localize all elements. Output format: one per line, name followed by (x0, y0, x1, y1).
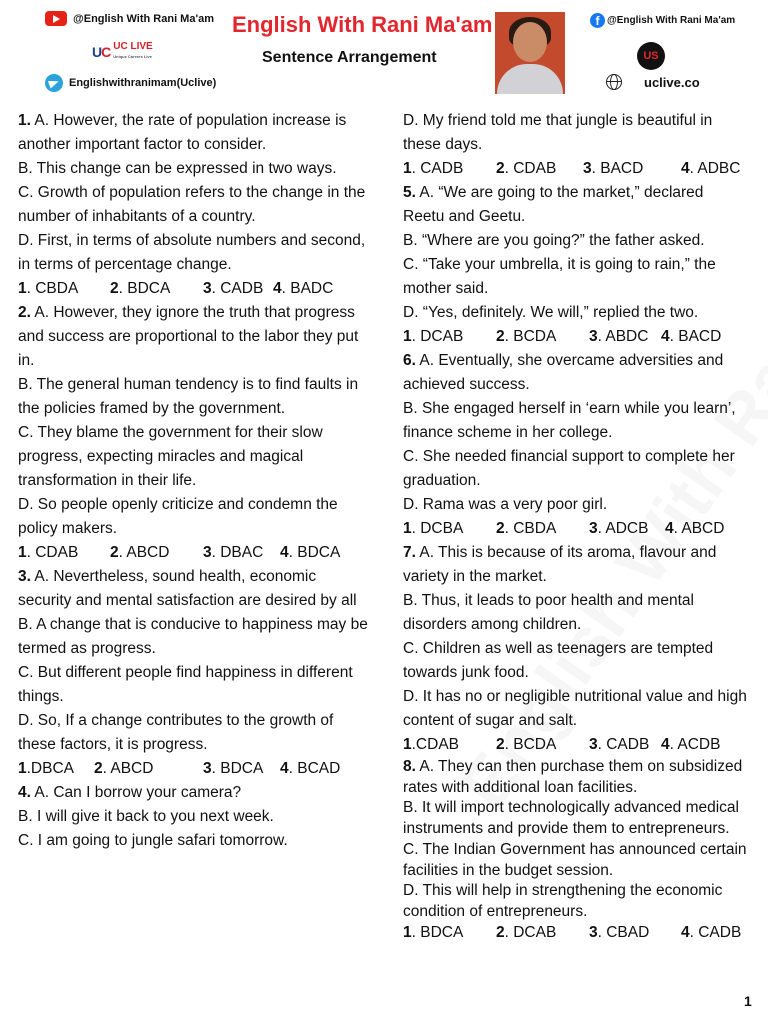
question-7-c: C. Children as well as teenagers are tempted towards junk food. (403, 640, 714, 681)
option-3[interactable]: 3. CADB (203, 280, 264, 297)
question-number: 4. (18, 784, 31, 801)
question-2-options (18, 541, 368, 565)
question-8-options (403, 923, 748, 944)
question-2-d: D. So people openly criticize and condemn the policy makers. (18, 496, 338, 537)
question-1-d: D. First, in terms of absolute numbers and second, in terms of percentage change. (18, 232, 366, 273)
option-2[interactable]: 2. DCAB (496, 923, 557, 941)
option-3[interactable]: 3. DBAC (203, 544, 264, 561)
question-8-c: C. The Indian Government has announced certain facilities in the budget session. (403, 840, 747, 879)
option-2[interactable]: 2. CDAB (496, 160, 557, 177)
page-number: 1 (744, 993, 752, 1009)
question-5-c: C. “Take your umbrella, it is going to rain,” the mother said. (403, 256, 716, 297)
option-1[interactable]: 1. DCBA (403, 520, 464, 537)
question-3-d: D. So, If a change contributes to the growth of these factors, it is progress. (18, 712, 334, 753)
option-4[interactable]: 4. BCAD (280, 760, 341, 777)
question-5-d: D. “Yes, definitely. We will,” replied the two. (403, 304, 699, 321)
question-number: 8. (403, 758, 416, 775)
option-3[interactable]: 3. BACD (583, 160, 644, 177)
uc-logo-text: UC LIVE (113, 41, 153, 52)
website-url[interactable]: uclive.co (644, 75, 700, 90)
question-3-a: 3. A. Nevertheless, sound health, economic security and mental satisfaction are desired by all (18, 568, 357, 609)
question-6-a: 6. A. Eventually, she overcame adversities and achieved success. (403, 352, 724, 393)
question-7-b: B. Thus, it leads to poor health and mental disorders among children. (403, 592, 694, 633)
question-8-a: 8. A. They can then purchase them on subsidized rates with additional loan facilities. (403, 758, 743, 796)
question-2-b: B. The general human tendency is to find faults in the policies framed by the government. (18, 376, 359, 417)
option-1[interactable]: 1. CDAB (18, 544, 79, 561)
question-5-a: 5. A. “We are going to the market,” declared Reetu and Geetu. (403, 184, 704, 225)
youtube-link[interactable] (45, 11, 214, 26)
option-4[interactable]: 4. ADBC (681, 160, 741, 177)
question-2-c: C. They blame the government for their slow progress, expecting miracles and magical transformation in their life. (18, 424, 323, 489)
option-2[interactable]: 2. ABCD (94, 760, 154, 777)
question-2-a: 2. A. However, they ignore the truth that progress and success are proportional to the labor they put in. (18, 304, 359, 369)
page-subtitle: Sentence Arrangement (262, 49, 437, 66)
question-4-c: C. I am going to jungle safari tomorrow. (18, 832, 288, 849)
option-4[interactable]: 4. BDCA (280, 544, 341, 561)
left-column (18, 109, 368, 853)
question-4-options (403, 157, 748, 181)
question-number: 3. (18, 568, 31, 585)
question-7-d: D. It has no or negligible nutritional value and high content of sugar and salt. (403, 688, 747, 729)
option-3[interactable]: 3. ADCB (589, 520, 649, 537)
question-number: 5. (403, 184, 416, 201)
question-number: 1. (18, 112, 31, 129)
youtube-icon (45, 11, 67, 26)
option-3[interactable]: 3. ABDC (589, 328, 649, 345)
question-5-b: B. “Where are you going?” the father asked. (403, 232, 705, 249)
question-3-b: B. A change that is conducive to happiness may be termed as progress. (18, 616, 368, 657)
question-1-options (18, 277, 368, 301)
question-6-b: B. She engaged herself in ‘earn while you learn’, finance scheme in her college. (403, 400, 736, 441)
option-1[interactable]: 1. BDCA (403, 923, 464, 941)
option-1[interactable]: 1.CDAB (403, 736, 459, 753)
option-2[interactable]: 2. BCDA (496, 736, 557, 753)
youtube-handle: @English With Rani Ma'am (73, 12, 214, 25)
option-3[interactable]: 3. CBAD (589, 923, 650, 941)
uc-logo-mark: UC (92, 44, 111, 60)
question-1-b: B. This change can be expressed in two ways. (18, 160, 337, 177)
option-2[interactable]: 2. BCDA (496, 328, 557, 345)
question-number: 7. (403, 544, 416, 561)
option-2[interactable]: 2. BDCA (110, 280, 171, 297)
facebook-link[interactable] (590, 13, 735, 28)
option-1[interactable]: 1.DBCA (18, 760, 74, 777)
website-link[interactable] (606, 74, 622, 90)
option-2[interactable]: 2. ABCD (110, 544, 170, 561)
question-6-options (403, 517, 748, 541)
page-header (0, 0, 768, 100)
question-1-c: C. Growth of population refers to the change in the number of inhabitants of a country. (18, 184, 366, 225)
option-2[interactable]: 2. CBDA (496, 520, 557, 537)
option-4[interactable]: 4. ACDB (661, 736, 721, 753)
question-7-a: 7. A. This is because of its aroma, flavour and variety in the market. (403, 544, 717, 585)
option-4[interactable]: 4. BADC (273, 280, 334, 297)
question-6-c: C. She needed financial support to complete her graduation. (403, 448, 735, 489)
question-7-options (403, 733, 748, 757)
option-4[interactable]: 4. BACD (661, 328, 722, 345)
uc-logo-tagline: Unique Careers Live (113, 54, 152, 59)
question-3-c: C. But different people find happiness in different things. (18, 664, 353, 705)
option-4[interactable]: 4. CADB (681, 923, 742, 941)
question-8 (403, 757, 748, 943)
option-1[interactable]: 1. CADB (403, 160, 464, 177)
question-4-a: 4. A. Can I borrow your camera? (18, 784, 242, 801)
question-8-b: B. It will import technologically advanced medical instruments and provide them to entrepreneurs. (403, 799, 739, 838)
option-3[interactable]: 3. BDCA (203, 760, 264, 777)
question-3-options (18, 757, 368, 781)
facebook-handle: @English With Rani Ma'am (607, 15, 736, 26)
right-column (403, 109, 748, 943)
option-3[interactable]: 3. CADB (589, 736, 650, 753)
question-6-d: D. Rama was a very poor girl. (403, 496, 608, 513)
option-4[interactable]: 4. ABCD (665, 520, 725, 537)
teacher-photo (495, 12, 565, 94)
option-1[interactable]: 1. CBDA (18, 280, 79, 297)
question-4-d: D. My friend told me that jungle is beautiful in these days. (403, 112, 713, 153)
question-4-b: B. I will give it back to you next week. (18, 808, 274, 825)
facebook-icon: f (590, 13, 605, 28)
telegram-link[interactable] (45, 74, 216, 92)
question-5-options (403, 325, 748, 349)
uc-live-logo (92, 42, 153, 62)
us-logo: US (637, 42, 665, 70)
question-8-d: D. This will help in strengthening the economic condition of entrepreneurs. (403, 882, 723, 920)
telegram-icon (45, 74, 63, 92)
question-number: 6. (403, 352, 416, 369)
telegram-handle: Englishwithranimam(Uclive) (69, 77, 217, 89)
question-number: 2. (18, 304, 31, 321)
brand-title: English With Rani Ma'am (232, 12, 493, 37)
question-1-a: 1. A. However, the rate of population increase is another important factor to consider. (18, 112, 347, 153)
option-1[interactable]: 1. DCAB (403, 328, 464, 345)
globe-icon (606, 74, 622, 90)
